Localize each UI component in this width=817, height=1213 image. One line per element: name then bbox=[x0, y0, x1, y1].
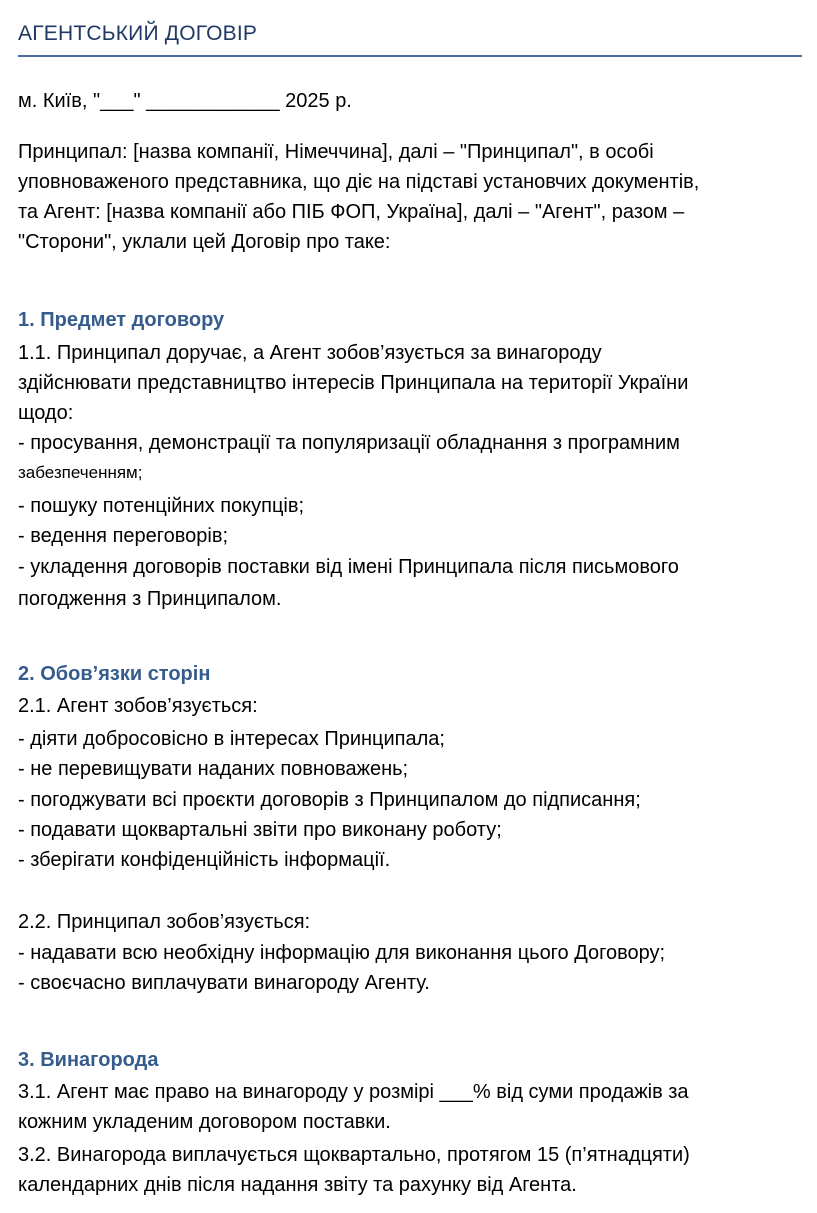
section-line: - своєчасно виплачувати винагороду Агенту. bbox=[18, 972, 430, 994]
section-line: - просування, демонстрації та популяризації обладнання з програмним bbox=[18, 432, 680, 454]
section-line: здійснювати представництво інтересів Принципала на території України bbox=[18, 372, 689, 394]
section-line: 1.1. Принципал доручає, а Агент зобов’язується за винагороду bbox=[18, 342, 602, 364]
section-line: - погоджувати всі проєкти договорів з Принципалом до підписання; bbox=[18, 789, 641, 811]
section-line: - не перевищувати наданих повноважень; bbox=[18, 758, 409, 780]
section-line: 2.2. Принципал зобов’язується: bbox=[18, 911, 311, 933]
section-line: - надавати всю необхідну інформацію для виконання цього Договору; bbox=[18, 942, 666, 964]
preamble-line: та Агент: [назва компанії або ПІБ ФОП, Україна], далі – "Агент", разом – bbox=[18, 201, 685, 223]
preamble-line: Принципал: [назва компанії, Німеччина], далі – "Принципал", в особі bbox=[18, 141, 654, 163]
section-heading: 2. Обов’язки сторін bbox=[18, 663, 211, 685]
section-line: - зберігати конфіденційність інформації. bbox=[18, 849, 391, 871]
section-line: щодо: bbox=[18, 402, 74, 424]
title-divider bbox=[18, 55, 802, 57]
document-title: АГЕНТСЬКИЙ ДОГОВІР bbox=[18, 22, 258, 45]
section-line: - укладення договорів поставки від імені Принципала після письмового bbox=[18, 556, 679, 578]
section-line: 2.1. Агент зобов’язується: bbox=[18, 695, 258, 717]
section-line: погодження з Принципалом. bbox=[18, 588, 282, 610]
section-line: 3.2. Винагорода виплачується щоквартально, протягом 15 (п’ятнадцяти) bbox=[18, 1144, 690, 1166]
section-line: - подавати щоквартальні звіти про виконану роботу; bbox=[18, 819, 502, 841]
preamble-line: уповноваженого представника, що діє на підставі установчих документів, bbox=[18, 171, 700, 193]
section-heading: 3. Винагорода bbox=[18, 1049, 159, 1071]
preamble-line: "Сторони", уклали цей Договір про таке: bbox=[18, 231, 391, 253]
section-line: - ведення переговорів; bbox=[18, 525, 229, 547]
section-line: - діяти добросовісно в інтересах Принципала; bbox=[18, 728, 445, 750]
section-line: кожним укладеним договором поставки. bbox=[18, 1111, 391, 1133]
section-line: календарних днів після надання звіту та рахунку від Агента. bbox=[18, 1174, 577, 1196]
section-line: 3.1. Агент має право на винагороду у розмірі ___% від суми продажів за bbox=[18, 1081, 689, 1103]
section-line: - пошуку потенційних покупців; bbox=[18, 495, 305, 517]
section-heading: 1. Предмет договору bbox=[18, 309, 225, 331]
place-date-line: м. Київ, "___" ____________ 2025 р. bbox=[18, 90, 352, 112]
section-line: забезпеченням; bbox=[18, 463, 143, 482]
